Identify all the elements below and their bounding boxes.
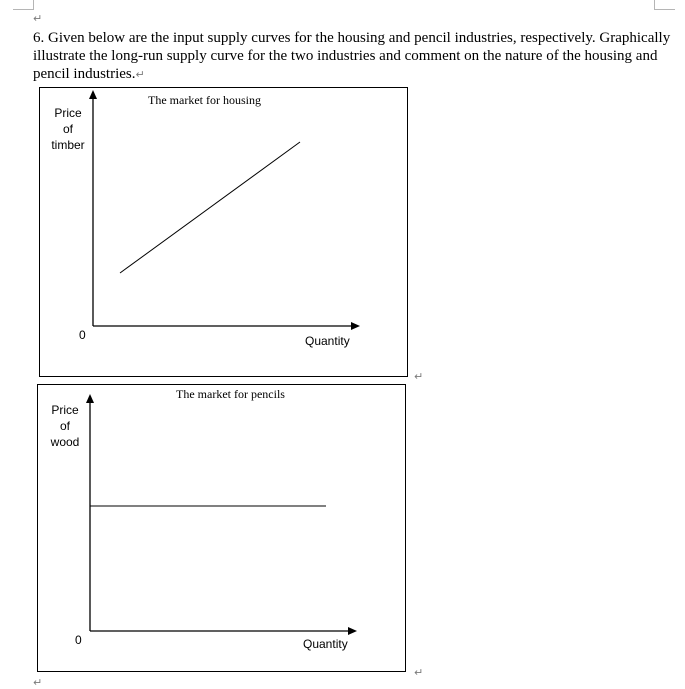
y-axis-arrowhead <box>86 394 94 403</box>
x-axis-label: Quantity <box>303 637 348 651</box>
x-axis-arrowhead <box>351 322 360 330</box>
question-number: 6. <box>33 30 45 46</box>
page-corner-top-right <box>654 0 675 10</box>
paragraph-mark: ↵ <box>33 12 43 25</box>
figure-title: The market for pencils <box>176 387 285 401</box>
page-corner-top-left <box>13 0 34 10</box>
pencil-axes <box>38 385 405 671</box>
figure-title: The market for housing <box>148 93 261 107</box>
paragraph-mark: ↵ <box>414 370 424 383</box>
paragraph-mark: ↵ <box>33 676 43 689</box>
pencil-market-figure[interactable] <box>37 384 406 672</box>
origin-label: 0 <box>75 633 82 647</box>
question-text: Given below are the input supply curves for the housing and pencil industries, respectively. Graphically illustrate the long-run supply curve for the two industries and comment on the nature of the housing and pencil industries. <box>33 30 671 82</box>
y-axis-label-line: wood <box>50 435 80 449</box>
y-axis-label-line: of <box>59 419 70 433</box>
x-axis-label: Quantity <box>305 334 350 348</box>
y-axis-label-line: Price <box>51 403 79 417</box>
origin-label: 0 <box>79 328 86 342</box>
question-paragraph[interactable] <box>33 29 673 84</box>
x-axis-arrowhead <box>348 627 357 635</box>
paragraph-mark: ↵ <box>135 68 145 81</box>
y-axis-label-line: Price <box>54 106 82 120</box>
supply-curve-upward <box>120 142 300 273</box>
housing-market-figure[interactable] <box>39 87 408 377</box>
y-axis-label-line: of <box>62 122 73 136</box>
housing-axes <box>40 88 407 376</box>
y-axis-label-line: timber <box>51 138 85 152</box>
y-axis-arrowhead <box>89 90 97 99</box>
paragraph-mark: ↵ <box>414 666 424 679</box>
